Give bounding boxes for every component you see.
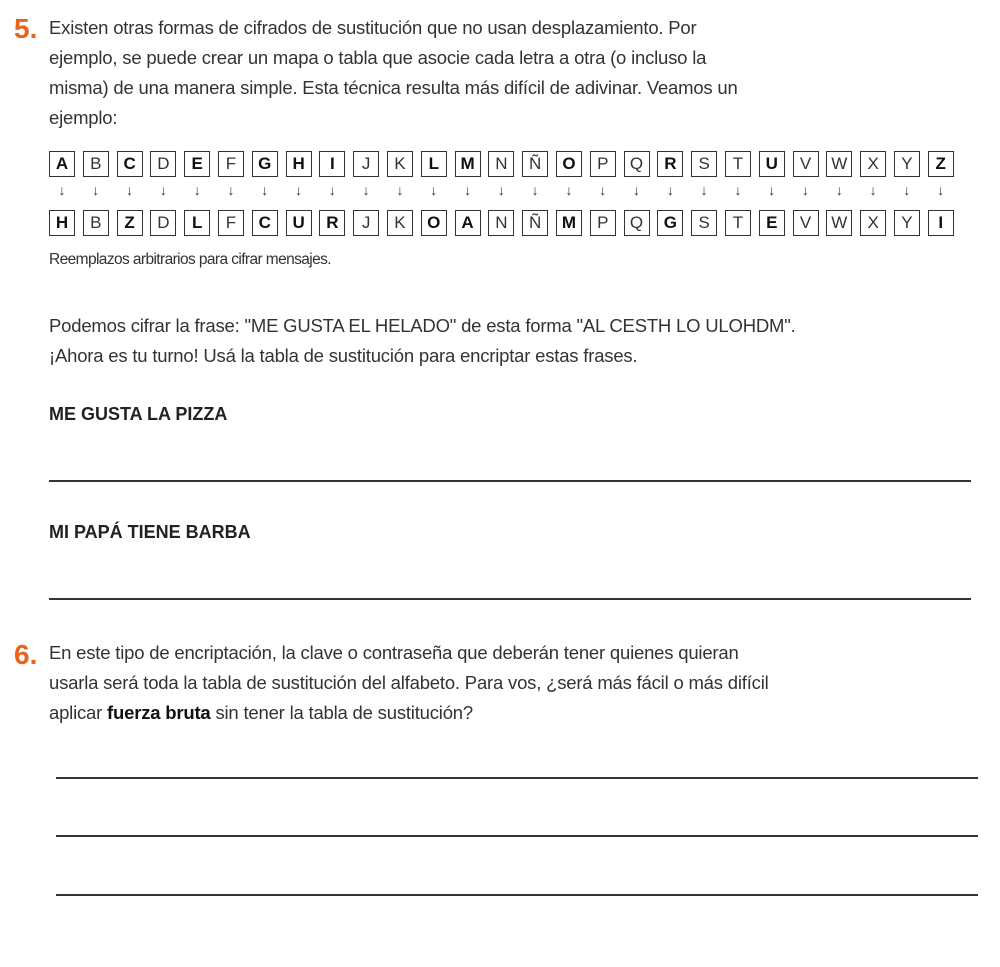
cipher-letter-box: Ñ <box>522 210 548 236</box>
section-6-question <box>49 638 769 728</box>
plain-letter-box: G <box>252 151 278 177</box>
substitution-arrows <box>49 182 962 198</box>
down-arrow-icon: ↓ <box>734 182 742 198</box>
cipher-letter-box: D <box>150 210 176 236</box>
cipher-letter-box: I <box>928 210 954 236</box>
cipher-letter-box: U <box>286 210 312 236</box>
cipher-letter-box: B <box>83 210 109 236</box>
down-arrow-icon: ↓ <box>58 182 66 198</box>
cipher-letter-box: L <box>184 210 210 236</box>
cipher-letter-box: W <box>826 210 852 236</box>
cipher-letter-box: J <box>353 210 379 236</box>
cipher-letter-box: X <box>860 210 886 236</box>
down-arrow-icon: ↓ <box>396 182 404 198</box>
plain-letter-box: M <box>455 151 481 177</box>
down-arrow-icon: ↓ <box>464 182 472 198</box>
table-caption: Reemplazos arbitrarios para cifrar mensajes. <box>49 251 331 268</box>
plain-letter-box: N <box>488 151 514 177</box>
down-arrow-icon: ↓ <box>227 182 235 198</box>
cipher-letter-box: N <box>488 210 514 236</box>
plain-letter-box: H <box>286 151 312 177</box>
turn-line: ¡Ahora es tu turno! Usá la tabla de sustitución para encriptar estas frases. <box>49 345 638 366</box>
cipher-letter-box: C <box>252 210 278 236</box>
question-line <box>49 698 769 728</box>
down-arrow-icon: ↓ <box>633 182 641 198</box>
down-arrow-icon: ↓ <box>126 182 134 198</box>
down-arrow-icon: ↓ <box>295 182 303 198</box>
down-arrow-icon: ↓ <box>430 182 438 198</box>
plain-letter-box: U <box>759 151 785 177</box>
cipher-letter-box: Y <box>894 210 920 236</box>
down-arrow-icon: ↓ <box>92 182 100 198</box>
down-arrow-icon: ↓ <box>869 182 877 198</box>
cipher-letter-box: O <box>421 210 447 236</box>
intro-line: Existen otras formas de cifrados de sustitución que no usan desplazamiento. Por <box>49 17 697 38</box>
down-arrow-icon: ↓ <box>328 182 336 198</box>
brute-force-term: fuerza bruta <box>107 702 211 723</box>
cipher-letter-box: V <box>793 210 819 236</box>
plain-letter-box: Q <box>624 151 650 177</box>
question-line: En este tipo de encriptación, la clave o contraseña que deberán tener quienes quieran <box>49 642 739 663</box>
question-line: usarla será toda la tabla de sustitución del alfabeto. Para vos, ¿será más fácil o más difícil <box>49 672 769 693</box>
cipher-letter-box: P <box>590 210 616 236</box>
down-arrow-icon: ↓ <box>565 182 573 198</box>
cipher-letter-box: Q <box>624 210 650 236</box>
question-text: sin tener la tabla de sustitución? <box>210 702 473 723</box>
cipher-letter-box: K <box>387 210 413 236</box>
plain-letter-box: D <box>150 151 176 177</box>
plain-letter-box: A <box>49 151 75 177</box>
intro-line: misma) de una manera simple. Esta técnica resulta más difícil de adivinar. Veamos un <box>49 77 738 98</box>
plain-letter-box: O <box>556 151 582 177</box>
cipher-letter-box: M <box>556 210 582 236</box>
cipher-letter-box: T <box>725 210 751 236</box>
section-6-number: 6. <box>14 639 38 670</box>
section-5-number: 5. <box>14 13 38 44</box>
cipher-letter-box: A <box>455 210 481 236</box>
cipher-letter-box: H <box>49 210 75 236</box>
down-arrow-icon: ↓ <box>261 182 269 198</box>
answer-line-4[interactable] <box>56 835 978 837</box>
down-arrow-icon: ↓ <box>700 182 708 198</box>
down-arrow-icon: ↓ <box>903 182 911 198</box>
answer-line-1[interactable] <box>49 480 971 482</box>
cipher-letter-box: S <box>691 210 717 236</box>
down-arrow-icon: ↓ <box>193 182 201 198</box>
plain-letter-box: X <box>860 151 886 177</box>
plain-letter-box: K <box>387 151 413 177</box>
plain-letter-box: J <box>353 151 379 177</box>
answer-line-2[interactable] <box>49 598 971 600</box>
example-line: Podemos cifrar la frase: "ME GUSTA EL HELADO" de esta forma "AL CESTH LO ULOHDM". <box>49 315 796 336</box>
plain-letter-box: W <box>826 151 852 177</box>
down-arrow-icon: ↓ <box>768 182 776 198</box>
section-5-intro <box>49 13 738 133</box>
down-arrow-icon: ↓ <box>937 182 945 198</box>
down-arrow-icon: ↓ <box>666 182 674 198</box>
example-text <box>49 311 796 371</box>
plain-letter-box: T <box>725 151 751 177</box>
down-arrow-icon: ↓ <box>599 182 607 198</box>
plain-letter-box: L <box>421 151 447 177</box>
plain-letter-box: V <box>793 151 819 177</box>
cipher-letter-box: G <box>657 210 683 236</box>
question-text: aplicar <box>49 702 108 723</box>
cipher-alphabet-row <box>49 210 962 236</box>
plain-letter-box: Z <box>928 151 954 177</box>
plain-letter-box: F <box>218 151 244 177</box>
plain-letter-box: C <box>117 151 143 177</box>
cipher-letter-box: R <box>319 210 345 236</box>
plain-letter-box: Y <box>894 151 920 177</box>
down-arrow-icon: ↓ <box>802 182 810 198</box>
answer-line-3[interactable] <box>56 777 978 779</box>
cipher-letter-box: Z <box>117 210 143 236</box>
plain-alphabet-row <box>49 151 962 177</box>
plain-letter-box: Ñ <box>522 151 548 177</box>
phrase-1: ME GUSTA LA PIZZA <box>49 404 228 424</box>
down-arrow-icon: ↓ <box>531 182 539 198</box>
plain-letter-box: E <box>184 151 210 177</box>
intro-line: ejemplo, se puede crear un mapa o tabla que asocie cada letra a otra (o incluso la <box>49 47 707 68</box>
phrase-2: MI PAPÁ TIENE BARBA <box>49 522 251 542</box>
plain-letter-box: P <box>590 151 616 177</box>
plain-letter-box: B <box>83 151 109 177</box>
down-arrow-icon: ↓ <box>159 182 167 198</box>
intro-line: ejemplo: <box>49 107 118 128</box>
down-arrow-icon: ↓ <box>362 182 370 198</box>
down-arrow-icon: ↓ <box>835 182 843 198</box>
cipher-letter-box: F <box>218 210 244 236</box>
answer-line-5[interactable] <box>56 894 978 896</box>
plain-letter-box: I <box>319 151 345 177</box>
plain-letter-box: R <box>657 151 683 177</box>
cipher-letter-box: E <box>759 210 785 236</box>
down-arrow-icon: ↓ <box>497 182 505 198</box>
plain-letter-box: S <box>691 151 717 177</box>
